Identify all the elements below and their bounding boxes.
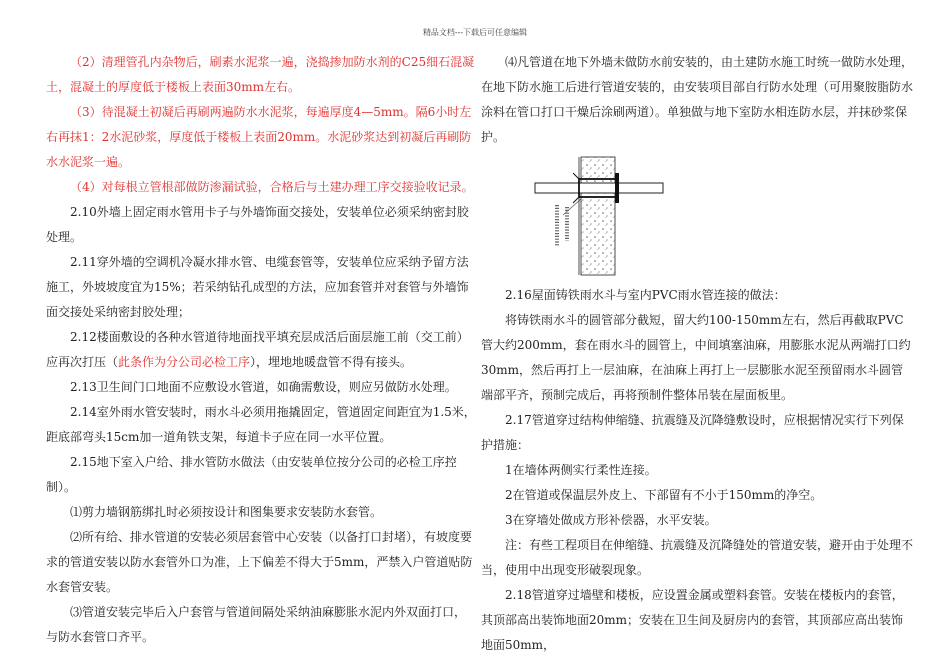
paragraph-2-13: 2.13卫生间门口地面不应敷设水管道，如确需敷设，则应另做防水处理。	[70, 380, 457, 394]
pipe	[535, 183, 663, 193]
left-column	[46, 50, 476, 650]
paragraph-2-15-2: ⑵所有给、排水管道的安装必须居套管中心安装（以备打口封堵），有坡度要求的管道安装以防水套管外口为准，上下偏差不得大于5mm，严禁入户管道贴防水套管安装。	[46, 530, 473, 594]
paragraph-2-16-body: 将铸铁雨水斗的圆管部分截短，留大约100-150mm左右，然后再截取PVC管大约200mm，套在雨水斗的圆管上，中间填塞油麻，用膨胀水泥从两端打口约30mm，然后再打上一层油麻，在油麻上再打上一层膨胀水泥至预留雨水斗圆管端部平齐，预制完成后，再将预制件整体吊装在屋面板里。	[481, 313, 911, 402]
paragraph-2-10: 2.10外墙上固定雨水管用卡子与外墙饰面交接处，安装单位必须采纳密封胶处理。	[46, 205, 469, 244]
paragraph-2-12	[46, 325, 476, 375]
paragraph-2-18: 2.18管道穿过墙壁和楼板，应设置金属或塑料套管。安装在楼板内的套管，其顶部高出装饰地面20mm；安装在卫生间及厨房内的套管，其顶部应高出装饰地面50mm，	[481, 588, 904, 652]
paragraph-step-2: （2）清理管孔内杂物后，刷素水泥浆一遍，浇捣掺加防水剂的C25细石混凝土，混凝土的厚度低于楼板上表面30mm左右。	[46, 55, 475, 94]
wall-section	[581, 157, 615, 275]
paragraph-step-4: （4）对每根立管根部做防渗漏试验，合格后与土建办理工序交接验收记录。	[70, 180, 474, 194]
paragraph-note: 注：有些工程项目在伸缩缝、抗震缝及沉降缝处的管道安装，避开由于处理不当，使用中出现变形破裂现象。	[481, 538, 914, 577]
paragraph-2-14: 2.14室外雨水管安装时，雨水斗必须用拖撬固定，管道固定间距宜为1.5米，距底部弯头15cm加一道角铁支架，每道卡子应在同一水平位置。	[46, 405, 476, 444]
paragraph-step-3: （3）待混凝土初凝后再刷两遍防水水泥浆，每遍厚度4—5mm。隔6小时左右再抹1：2水泥砂浆，厚度低于楼板上表面20mm。水泥砂浆达到初凝后再刷防水水泥浆一遍。	[46, 105, 472, 169]
paragraph-2-11: 2.11穿外墙的空调机冷凝水排水管、电缆套管等，安装单位应采纳予留方法施工，外坡坡度宜为15%；若采纳钻孔成型的方法，应加套管并对套管与外墙饰面交接处采纳密封胶处理；	[46, 255, 469, 319]
pipe-sleeve-diagram	[481, 155, 913, 277]
paragraph-2-12-pre: 2.12楼面敷设的各种水管道待地面找平填充层成活后面层施工前（交工前）应再次打压（	[46, 330, 469, 369]
paragraph-2-12-highlight: 此条作为分公司必检工序	[118, 355, 251, 369]
paragraph-2-17: 2.17管道穿过结构伸缩缝、抗震缝及沉降缝敷设时，应根据情况实行下列保护措施：	[481, 413, 904, 452]
page-header: 精品文档---下载后可任意编辑	[422, 28, 528, 37]
pipe-sleeve-drawing	[529, 155, 669, 277]
paragraph-2-17-3: 3在穿墙处做成方形补偿器，水平安装。	[505, 513, 717, 527]
paragraph-2-15: 2.15地下室入户给、排水管防水做法（由安装单位按分公司的必检工序控制）。	[46, 455, 457, 494]
right-column	[481, 50, 913, 658]
paragraph-2-16: 2.16屋面铸铁雨水斗与室内PVC雨水管连接的做法：	[505, 288, 786, 302]
paragraph-2-15-1: ⑴剪力墙钢筋绑扎时必须按设计和图集要求安装防水套管。	[70, 505, 383, 519]
paragraph-2-12-post: ），埋地地暖盘管不得有接头。	[250, 355, 413, 369]
paragraph-2-15-4: ⑷凡管道在地下外墙未做防水前安装的，由土建防水施工时统一做防水处理，在地下防水施工后进行管道安装的，由安装项目部自行防水处理（可用聚胺脂防水涂料在管口打口干燥后涂刷两道）。单独做与地下室防水相连防水层，并抹砂浆保护。	[481, 55, 914, 144]
flange	[615, 173, 619, 203]
paragraph-2-15-3: ⑶管道安装完毕后入户套管与管道间隔处采纳油麻膨胀水泥内外双面打口，与防水套管口齐平。	[46, 605, 467, 644]
paragraph-2-17-1: 1在墙体两侧实行柔性连接。	[505, 463, 657, 477]
paragraph-2-17-2: 2在管道或保温层外皮上、下部留有不小于150mm的净空。	[505, 488, 823, 502]
